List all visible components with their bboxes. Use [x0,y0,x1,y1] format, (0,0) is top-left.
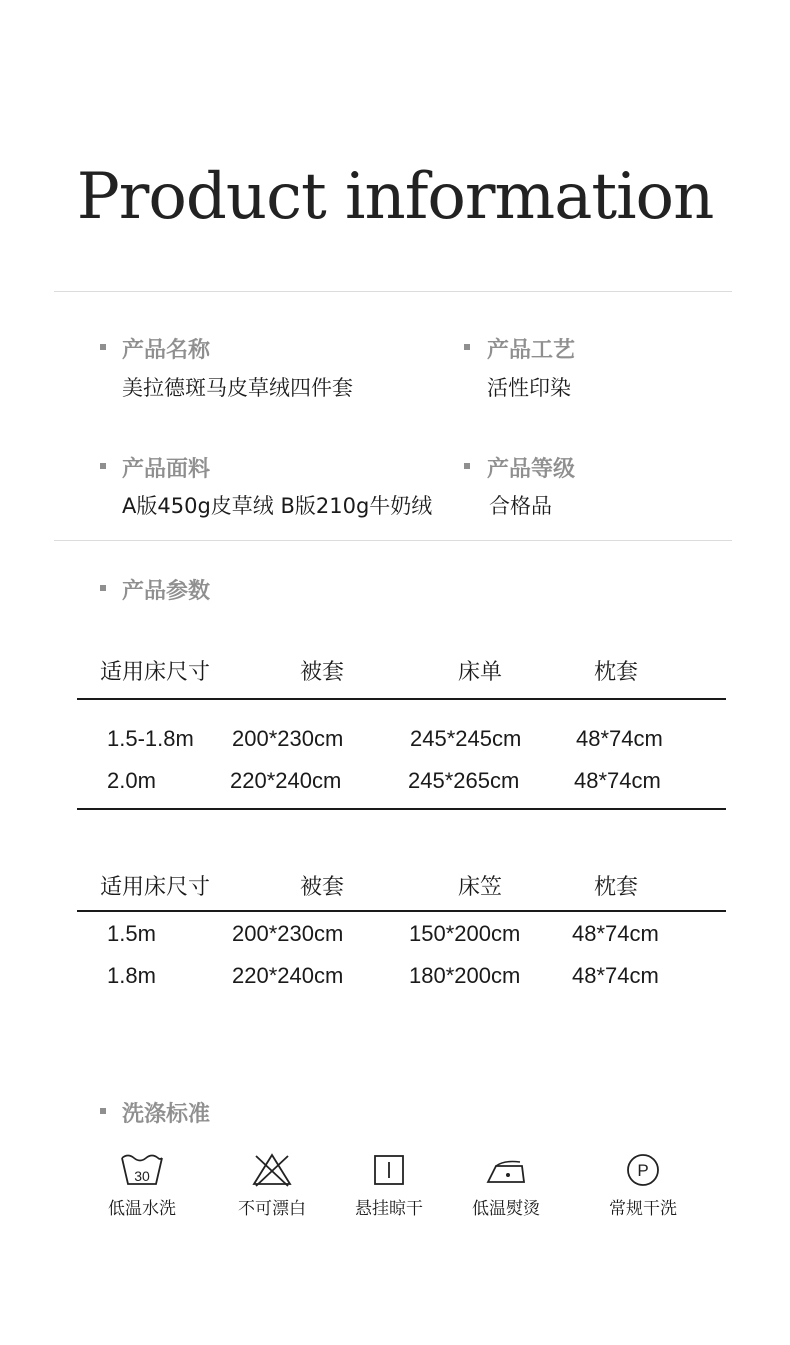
table-header: 床笠 [458,875,503,900]
divider [54,291,732,292]
care-label-text: 低温水洗 [108,1199,176,1219]
care-item-dry-clean [593,1152,693,1219]
product-craft-label: 产品工艺 [487,338,576,363]
table-header: 枕套 [594,875,639,900]
table-header: 适用床尺寸 [100,660,211,685]
table-cell: 200*230cm [232,921,344,946]
svg-text:P: P [637,1161,649,1180]
params-label: 产品参数 [122,579,211,604]
table-header: 床单 [458,660,503,685]
no-bleach-icon [248,1152,296,1188]
table-cell: 1.5m [107,921,156,946]
wash-30-icon [118,1152,166,1188]
care-label-text: 低温熨烫 [472,1199,540,1219]
low-iron-icon [482,1152,530,1188]
table-cell: 48*74cm [572,963,659,988]
bullet-icon [100,585,106,591]
bullet-icon [464,344,470,350]
table-cell: 2.0m [107,768,156,793]
product-name-label: 产品名称 [122,338,211,363]
care-label-text: 常规干洗 [609,1199,677,1219]
table-header: 被套 [300,660,345,685]
product-grade-label: 产品等级 [487,457,576,482]
table-cell: 150*200cm [409,921,521,946]
bullet-icon [464,463,470,469]
product-fabric-label: 产品面料 [122,457,211,482]
table-header: 适用床尺寸 [100,875,211,900]
table-cell: 1.8m [107,963,156,988]
table-cell: 245*265cm [408,768,520,793]
table-cell: 220*240cm [230,768,342,793]
hang-dry-icon [365,1152,413,1188]
product-craft-value: 活性印染 [487,376,571,400]
table-cell: 220*240cm [232,963,344,988]
table-cell: 245*245cm [410,726,522,751]
table-header: 枕套 [594,660,639,685]
table-cell: 48*74cm [572,921,659,946]
table-cell: 200*230cm [232,726,344,751]
product-name-value: 美拉德斑马皮草绒四件套 [122,376,353,400]
bullet-icon [100,1108,106,1114]
care-label: 洗涤标准 [122,1102,211,1127]
care-label-text: 不可漂白 [238,1199,306,1219]
table-cell: 180*200cm [409,963,521,988]
product-grade-value: 合格品 [489,494,552,518]
divider [54,540,732,541]
table-rule [77,910,726,912]
product-fabric-value: A版450g皮草绒 B版210g牛奶绒 [122,494,433,518]
dry-clean-p-icon [619,1152,667,1188]
page-title: Product information [76,160,714,234]
care-item-wash [92,1152,192,1219]
bullet-icon [100,463,106,469]
table-rule [77,698,726,700]
table-rule [77,808,726,810]
table-cell: 1.5-1.8m [107,726,194,751]
table-header: 被套 [300,875,345,900]
care-label-text: 悬挂晾干 [355,1199,423,1219]
care-item-low-iron [456,1152,556,1219]
care-item-hang-dry [339,1152,439,1219]
bullet-icon [100,344,106,350]
table-cell: 48*74cm [574,768,661,793]
svg-text:30: 30 [134,1168,150,1184]
care-item-no-bleach [222,1152,322,1219]
table-cell: 48*74cm [576,726,663,751]
